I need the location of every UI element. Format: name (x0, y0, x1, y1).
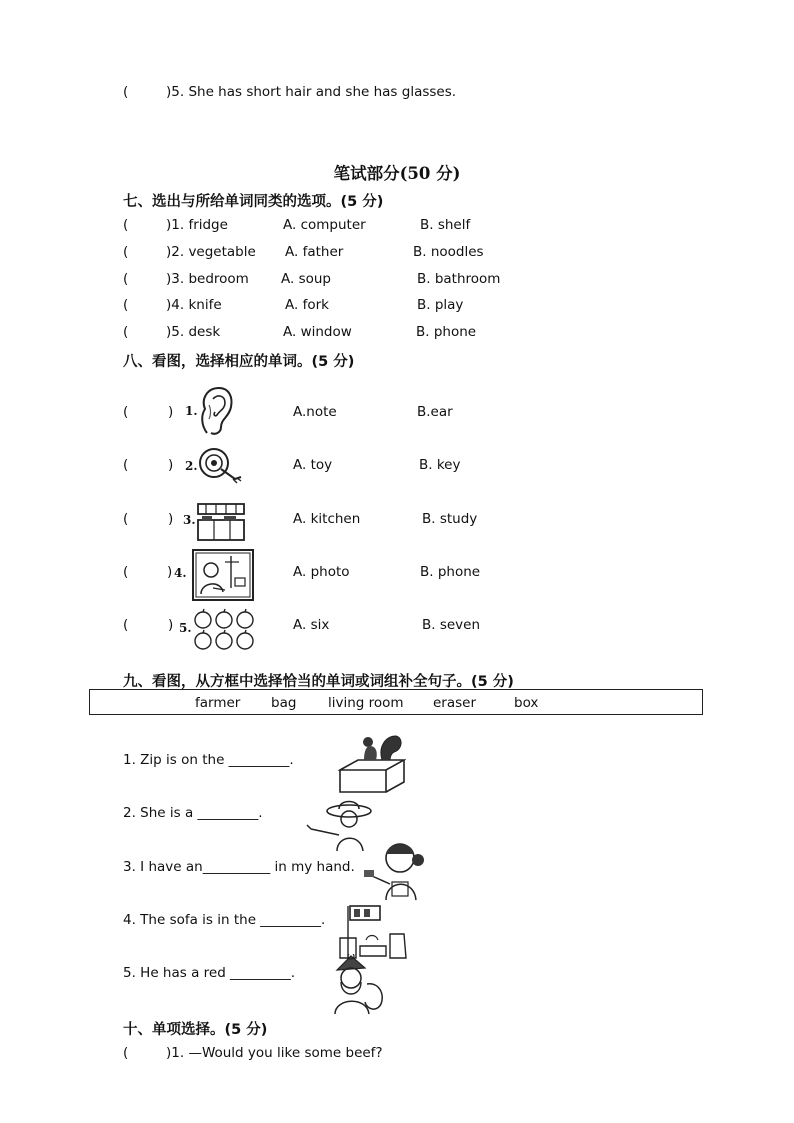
option-b: B. shelf (420, 217, 471, 233)
option-b: B. bathroom (417, 271, 501, 287)
answer-paren: ( (123, 217, 129, 233)
option-a: A. six (293, 617, 330, 633)
answer-paren: ( (123, 617, 129, 633)
question-text: )5. She has short hair and she has glasses. (166, 84, 457, 100)
section-10-title: 十、单项选择。(5 分) (123, 1022, 268, 1038)
santa-with-bag-picture (325, 954, 385, 1016)
sentence: 5. He has a red _________. (123, 965, 296, 981)
word-bank-item: eraser (433, 695, 477, 711)
answer-paren: ( (123, 404, 129, 420)
section-9-title: 九、看图，从方框中选择恰当的单词或词组补全句子。(5 分) (123, 674, 514, 690)
kitchen-picture (196, 502, 246, 542)
answer-paren: ( (123, 324, 129, 340)
question-text: )1. —Would you like some beef? (166, 1045, 383, 1061)
option-a: A.note (293, 404, 337, 420)
answer-paren: ( (123, 1045, 129, 1061)
word-bank-item: bag (271, 695, 297, 711)
option-a: A. window (283, 324, 352, 340)
option-a: A. fork (285, 297, 329, 313)
ear-picture (197, 385, 235, 437)
question-text: )4. knife (166, 297, 222, 313)
answer-paren: ( (123, 457, 129, 473)
sentence: 3. I have an__________ in my hand. (123, 859, 355, 875)
item-number: 5. (179, 621, 192, 635)
sentence: 1. Zip is on the _________. (123, 752, 294, 768)
answer-paren: ( (123, 511, 129, 527)
section-7-title: 七、选出与所给单词同类的选项。(5 分) (123, 194, 384, 210)
question-text: )1. fridge (166, 217, 228, 233)
close-paren: ) (168, 457, 174, 473)
option-a: A. toy (293, 457, 333, 473)
question-text: )2. vegetable (166, 244, 256, 260)
sentence: 2. She is a _________. (123, 805, 263, 821)
option-b: B. noodles (413, 244, 484, 260)
answer-paren: ( (123, 297, 129, 313)
word-bank-box (89, 689, 703, 715)
answer-paren: ( (123, 564, 129, 580)
option-b: B. play (417, 297, 464, 313)
answer-paren: ( (123, 271, 129, 287)
option-a: A. father (285, 244, 344, 260)
option-b: B.ear (417, 404, 453, 420)
word-bank-item: box (514, 695, 539, 711)
option-a: A. photo (293, 564, 350, 580)
word-bank-item: living room (328, 695, 404, 711)
section-8-title: 八、看图，选择相应的单词。(5 分) (123, 354, 355, 370)
item-number: 4. (174, 566, 187, 580)
option-b: B. seven (422, 617, 481, 633)
close-paren: ) (168, 617, 174, 633)
item-number: 1. (185, 404, 198, 418)
squirrel-on-box-picture (338, 730, 406, 796)
option-a: A. computer (283, 217, 366, 233)
item-number: 2. (185, 459, 198, 473)
written-part-title: 笔试部分(50 分) (333, 164, 461, 183)
item-number: 3. (183, 513, 196, 527)
answer-paren: ( (123, 84, 129, 100)
girl-with-eraser-picture (362, 838, 428, 902)
option-a: A. kitchen (293, 511, 361, 527)
option-b: B. key (419, 457, 461, 473)
word-bank-item: farmer (195, 695, 241, 711)
key-picture (197, 445, 245, 485)
sentence: 4. The sofa is in the _________. (123, 912, 326, 928)
close-paren: ) (167, 564, 173, 580)
option-a: A. soup (281, 271, 331, 287)
option-b: B. study (422, 511, 478, 527)
question-text: )5. desk (166, 324, 221, 340)
apples-picture (192, 607, 258, 653)
close-paren: ) (168, 511, 174, 527)
option-b: B. phone (420, 564, 481, 580)
close-paren: ) (168, 404, 174, 420)
question-text: )3. bedroom (166, 271, 249, 287)
photo-picture (191, 548, 255, 602)
option-b: B. phone (416, 324, 477, 340)
answer-paren: ( (123, 244, 129, 260)
